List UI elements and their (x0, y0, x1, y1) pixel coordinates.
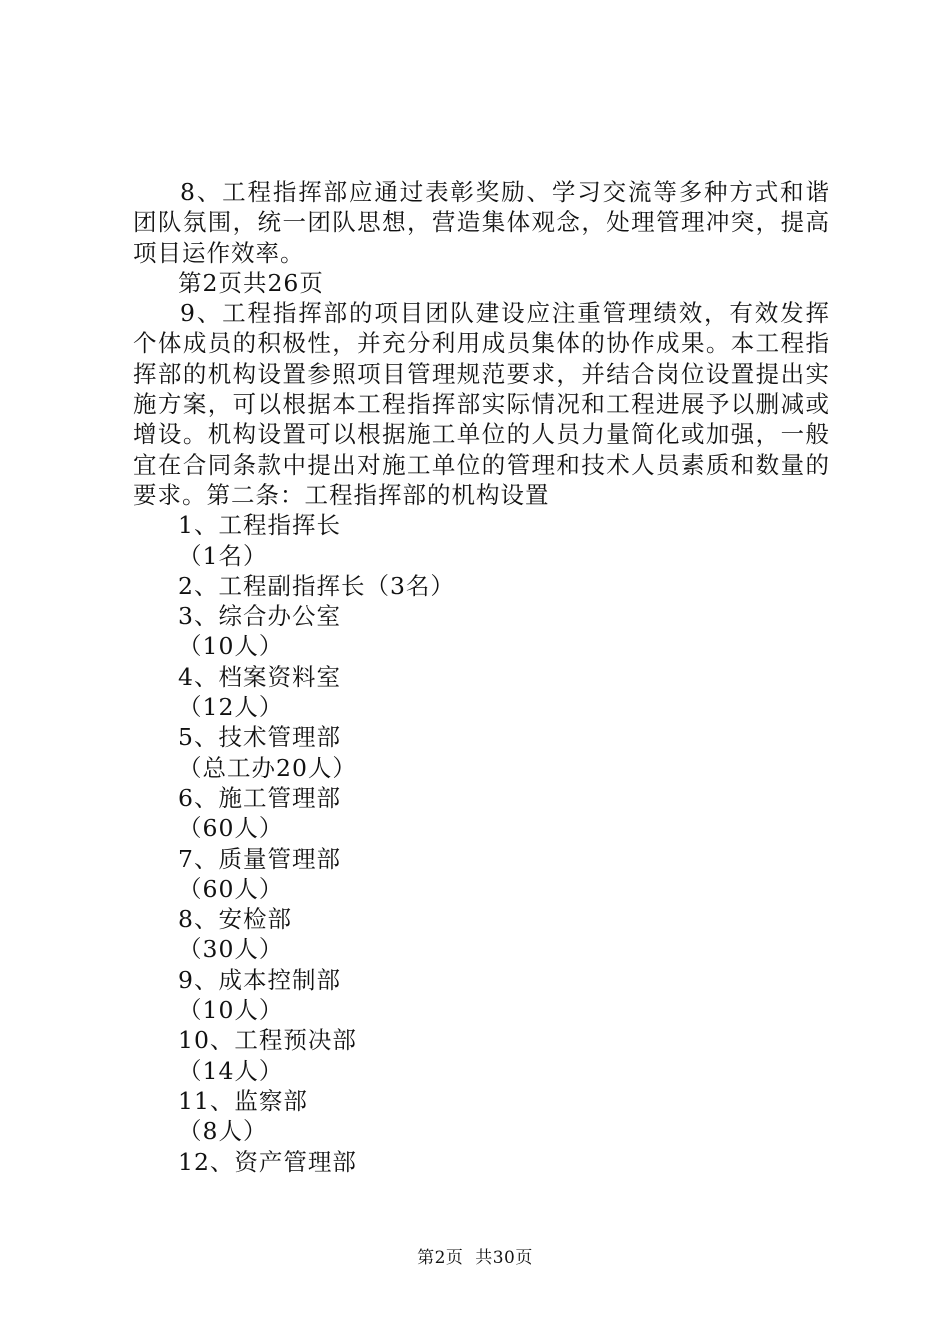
list-item: 10、工程预决部 (178, 1026, 357, 1055)
department-list (133, 510, 830, 1177)
list-item: 5、技术管理部 (178, 723, 341, 752)
list-item: （1名） (178, 541, 268, 570)
inline-page-marker: 第2页共26页 (178, 268, 324, 297)
list-item: 3、综合办公室 (178, 602, 341, 631)
list-item: 9、成本控制部 (178, 965, 341, 994)
list-item: 12、资产管理部 (178, 1147, 357, 1176)
list-item: 8、安检部 (178, 905, 292, 934)
paragraph-8: 8、工程指挥部应通过表彰奖励、学习交流等多种方式和谐团队氛围，统一团队思想，营造集体观念，处理管理冲突，提高项目运作效率。 (133, 178, 830, 267)
list-item: （12人） (178, 693, 284, 722)
list-item: （8人） (178, 1117, 268, 1146)
list-item: （30人） (178, 935, 284, 964)
list-item: 4、档案资料室 (178, 662, 341, 691)
list-item: 11、监察部 (178, 1086, 308, 1115)
list-item: 2、工程副指挥长（3名） (178, 571, 455, 600)
list-item: （总工办20人） (178, 753, 357, 782)
list-item: （60人） (178, 874, 284, 903)
list-item: （10人） (178, 632, 284, 661)
document-body (133, 177, 830, 1177)
list-item: 7、质量管理部 (178, 844, 341, 873)
list-item: （10人） (178, 996, 284, 1025)
paragraph-9: 9、工程指挥部的项目团队建设应注重管理绩效，有效发挥个体成员的积极性，并充分利用成员集体的协作成果。本工程指挥部的机构设置参照项目管理规范要求，并结合岗位设置提出实施方案，可以根据本工程指挥部实际情况和工程进展予以删减或增设。机构设置可以根据施工单位的人员力量简化或加强，一般宜在合同条款中提出对施工单位的管理和技术人员素质和数量的要求。第二条：工程指挥部的机构设置 (133, 299, 830, 509)
list-item: 6、施工管理部 (178, 783, 341, 812)
list-item: （14人） (178, 1056, 284, 1085)
page-footer: 第2页 共30页 (417, 1248, 533, 1268)
list-item: 1、工程指挥长 (178, 511, 341, 540)
list-item: （60人） (178, 814, 284, 843)
